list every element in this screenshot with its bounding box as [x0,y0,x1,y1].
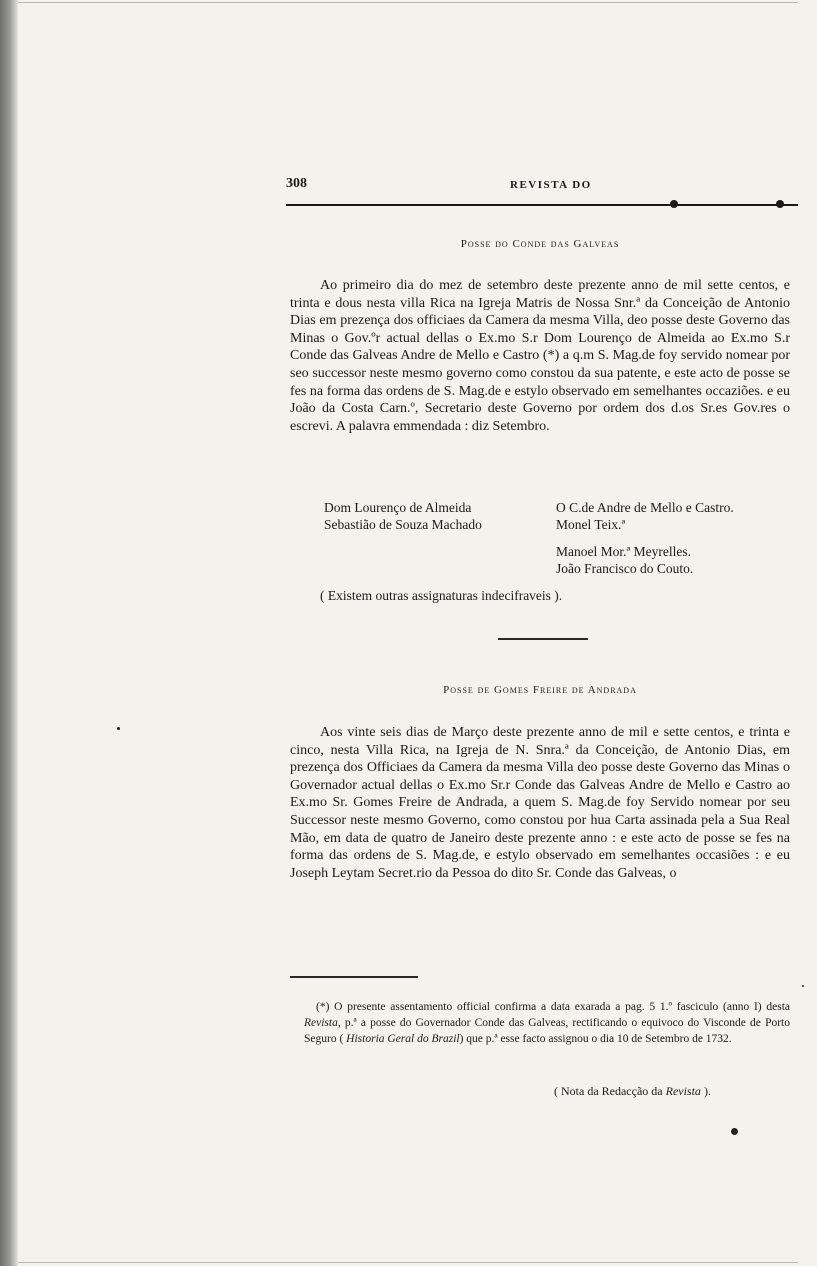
signature-block [290,499,790,583]
rule-ornament-icon [670,200,678,208]
signature: Sebastião de Souza Machado [324,517,482,532]
ink-spot-icon [117,727,120,730]
section-2 [290,684,790,696]
signature: O C.de Andre de Mello e Castro. [556,500,734,515]
running-head: REVISTA DO [510,179,592,191]
ink-spot-icon [802,985,804,987]
scan-top-line [18,2,798,3]
header-rule [286,198,798,212]
footnote: (*) O presente assentamento official confirma a data exarada a pag. 5 1.º fasciculo (anno I) desta Revista, p.ª a posse do Governador Conde das Galveas, rectificando o equivoco do Visconde de Porto Seguro ( Historia Geral do Brazil) que p.ª esse facto assignou o dia 10 de Setembro de 1732. [304,1001,790,1045]
section-title: Posse de Gomes Freire de Andrada [443,684,637,696]
signatures-note: ( Existem outras assignaturas indecifraveis ). [320,588,563,603]
section-paragraph: Aos vinte seis dias de Março deste prezente anno de mil e sette centos, e trinta e cinco, nesta Villa Rica, na Igreja de N. Snra.ª da Conceição, de Antonio Dias, em prezença dos Officiaes da Camera da mesma Villa deo posse deste Governo das Minas o Governador actual dellas o Ex.mo Sr.r Conde das Galveas Andre de Mello e Castro ao Ex.mo Sr. Gomes Freire de Andrada, a quem S. Mag.de foy Servido nomear por seu Successor neste mesmo Governo, como constou por hua Carta assinada pela a Sua Real Mão, em data de quatro de Janeiro deste prezente anno : e este acto de posse se fes na forma das ordens de S. Mag.de, e estylo observado em semelhantes occasiões : e eu Joseph Leytam Secret.rio da Pessoa do dito Sr. Conde das Galveas, o [290,725,790,881]
signature: Manoel Mor.ª Meyrelles. [556,544,691,559]
section-title: Posse do Conde das Galveas [460,238,620,250]
ink-spot-icon [731,1128,738,1135]
page-header [286,176,798,194]
scan-edge [0,0,18,1266]
page [286,176,798,212]
editorial-note: ( Nota da Redacção da Revista ). [554,1084,711,1098]
signature: Dom Lourenço de Almeida [324,500,472,515]
page-number: 308 [286,176,307,191]
rule-ornament-icon [776,200,784,208]
section-paragraph: Ao primeiro dia do mez de setembro deste prezente anno de mil sette centos, e trinta e dous nesta villa Rica na Igreja Matris de Nossa Snr.ª da Conceição de Antonio Dias em prezença dos officiaes da Camera da mesma Villa, deo posse deste Governo das Minas o Gov.ºr actual dellas o Ex.mo S.r Dom Lourenço de Almeida ao Ex.mo S.r Conde das Galveas Andre de Mello e Castro (*) a q.m S. Mag.de foy servido nomear por seo successor neste mesmo governo como constou da sua patente, e este acto de posse se fes na forma das ordens de S. Mag.de e estylo observado em semelhantes occaziões. e eu João da Costa Carn.º, Secretario deste Governo por ordem dos d.os Sr.es Gov.res o escrevi. A palavra emmendada : diz Setembro. [290,278,790,434]
footnote-rule [290,976,418,978]
scan-bottom-line [18,1262,798,1263]
signature: Monel Teix.ª [556,517,626,532]
signature: João Francisco do Couto. [556,561,694,576]
section-divider [498,638,588,640]
section-1 [290,238,790,250]
